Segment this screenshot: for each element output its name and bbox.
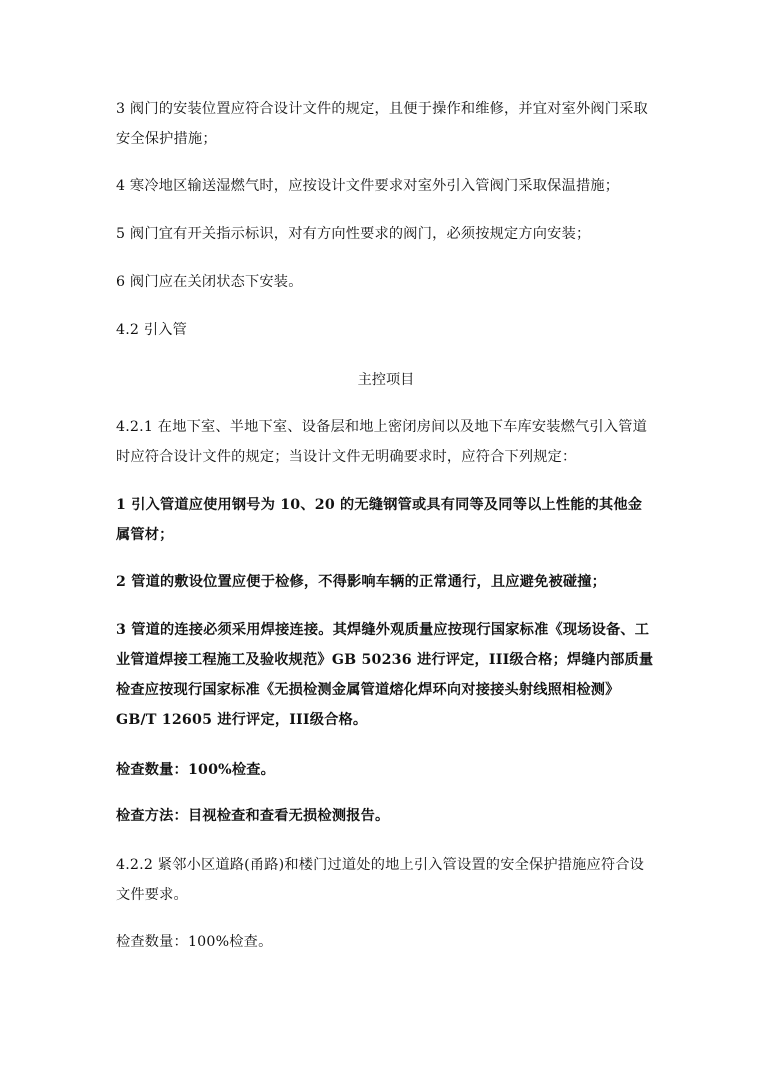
main-control-items-heading: 主控项目: [357, 372, 415, 388]
inspection-quantity-1: 检查数量：100%检查。: [116, 762, 275, 778]
inspection-quantity-2: 检查数量：100%检查。: [116, 934, 273, 950]
clause-4-2-2: 4.2.2 紧邻小区道路(甬路)和楼门过道处的地上引入管设置的安全保护措施应符合设文件要求。: [116, 857, 645, 903]
clause-4-2-1-item-2: 2 管道的敷设位置应便于检修，不得影响车辆的正常通行，且应避免被碰撞；: [116, 574, 607, 590]
valve-item-6: 6 阀门应在关闭状态下安装。: [116, 274, 303, 290]
valve-item-5: 5 阀门宜有开关指示标识，对有方向性要求的阀门，必须按规定方向安装；: [116, 226, 591, 242]
inspection-method-1: 检查方法：目视检查和查看无损检测报告。: [116, 808, 390, 824]
clause-4-2-1-item-1: 1 引入管道应使用钢号为 10、20 的无缝钢管或具有同等及同等以上性能的其他金属管材；: [116, 497, 643, 543]
clause-4-2-1-item-3: 3 管道的连接必须采用焊接连接。其焊缝外观质量应按现行国家标准《现场设备、工业管道焊接工程施工及验收规范》GB 50236 进行评定，III级合格；焊缝内部质量检查应按现行国家标准《无损检测金属管道熔化焊环向对接接头射线照相检测》GB/T 12605 进行评定，III级合格。: [116, 622, 654, 728]
valve-item-3: 3 阀门的安装位置应符合设计文件的规定，且便于操作和维修，并宜对室外阀门采取安全保护措施；: [116, 101, 648, 147]
section-heading-4-2: 4.2 引入管: [116, 322, 188, 338]
clause-4-2-1: 4.2.1 在地下室、半地下室、设备层和地上密闭房间以及地下车库安装燃气引入管道时应符合设计文件的规定；当设计文件无明确要求时，应符合下列规定：: [116, 419, 647, 465]
valve-item-4: 4 寒冷地区输送湿燃气时，应按设计文件要求对室外引入管阀门采取保温措施；: [116, 178, 620, 194]
